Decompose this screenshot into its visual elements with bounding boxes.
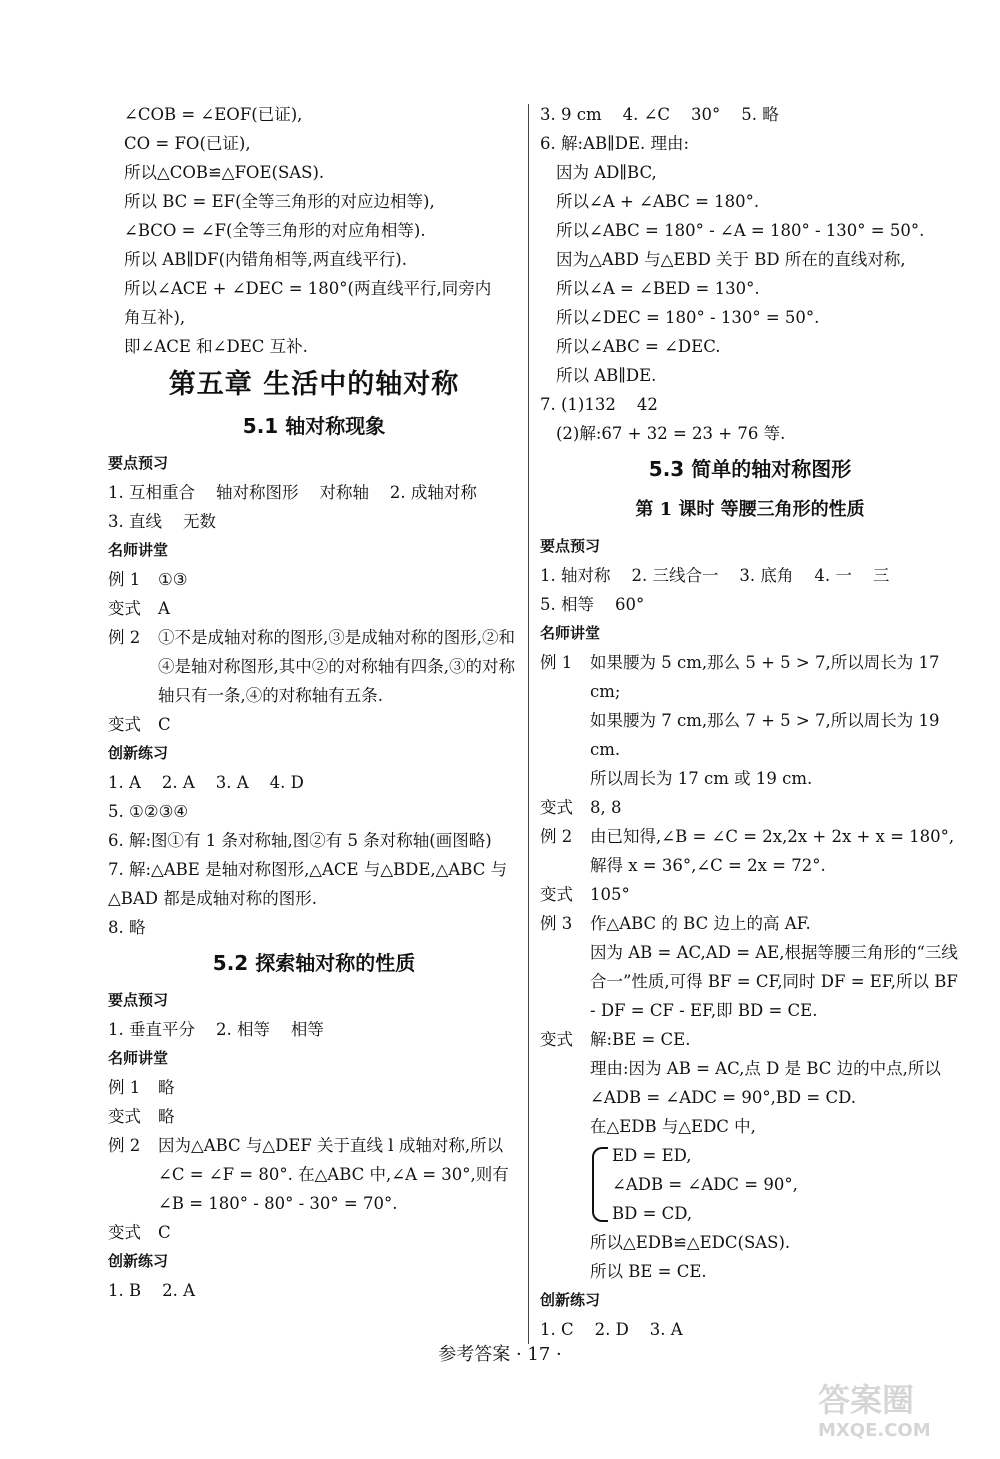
- variant-text: 105°: [590, 885, 630, 904]
- variant-text: 理由:因为 AB = AC,点 D 是 BC 边的中点,所以∠ADB = ∠ADC = 90°,BD = CD.: [590, 1059, 941, 1107]
- variant-2: [540, 880, 960, 909]
- solution-line: 所以∠DEC = 180° - 130° = 50°.: [556, 308, 820, 327]
- left-brace-icon: [592, 1147, 608, 1222]
- mingshi-heading: 名师讲堂: [540, 624, 601, 642]
- example-text: 作△ABC 的 BC 边上的高 AF.: [590, 914, 811, 933]
- solution-line: 所以 AB∥DE.: [556, 366, 657, 385]
- example-tag: 例 3: [540, 914, 573, 933]
- variant-tag: 变式: [108, 1107, 141, 1126]
- answer-line: 3. 直线 无数: [108, 512, 216, 531]
- proof-line: 所以 BC = EF(全等三角形的对应边相等),: [124, 192, 435, 211]
- example-2: [540, 822, 960, 880]
- example-3: [540, 909, 960, 1025]
- solution-line: 所以∠ABC = ∠DEC.: [556, 337, 721, 356]
- practice-line: 7. 解:△ABE 是轴对称图形,△ACE 与△BDE,△ABC 与△BAD 都是成轴对称的图形.: [108, 860, 508, 908]
- example-1: [108, 1073, 520, 1102]
- watermark-big: 答案圈: [818, 1381, 915, 1419]
- example-tag: 例 1: [108, 570, 141, 589]
- answer-line: 3. 9 cm 4. ∠C 30° 5. 略: [540, 105, 779, 124]
- variant-text: 8, 8: [590, 798, 622, 817]
- variant-tag: 变式: [108, 1223, 141, 1242]
- variant-tag: 变式: [540, 885, 573, 904]
- example-2: [108, 1131, 520, 1218]
- answer-line: (2)解:67 + 32 = 23 + 76 等.: [556, 424, 786, 443]
- example-text: 所以周长为 17 cm 或 19 cm.: [590, 769, 813, 788]
- example-1: [540, 648, 960, 793]
- yaodian-heading: 要点预习: [108, 991, 169, 1009]
- variant-tag: 变式: [540, 1030, 573, 1049]
- answer-line: 6. 解:AB∥DE. 理由:: [540, 134, 690, 153]
- chapter-title: 第五章 生活中的轴对称: [168, 369, 460, 400]
- solution-line: 所以∠A + ∠ABC = 180°.: [556, 192, 760, 211]
- practice-line: 1. A 2. A 3. A 4. D: [108, 773, 304, 792]
- variant-text: C: [158, 1223, 171, 1242]
- example-2: [108, 623, 520, 710]
- variant-text: 所以△EDB≌△EDC(SAS).: [590, 1233, 791, 1252]
- answer-line: 5. 相等 60°: [540, 595, 645, 614]
- example-text: 因为 AB = AC,AD = AE,根据等腰三角形的“三线合一”性质,可得 BF = CF,同时 DF = EF,所以 BF - DF = CF - EF,即 BD = CE.: [590, 943, 958, 1020]
- system-line: ED = ED,: [612, 1146, 692, 1165]
- page-footer: 参考答案 · 17 ·: [438, 1344, 562, 1365]
- solution-line: 所以∠ABC = 180° - ∠A = 180° - 130° = 50°.: [556, 221, 925, 240]
- left-column: [108, 100, 520, 1305]
- example-tag: 例 1: [540, 653, 573, 672]
- variant-2: [108, 1218, 520, 1247]
- variant-2: [108, 710, 520, 739]
- proof-line: CO = FO(已证),: [124, 134, 251, 153]
- answer-line: 1. 互相重合 轴对称图形 对称轴 2. 成轴对称: [108, 483, 477, 502]
- column-divider: [528, 104, 529, 1344]
- variant-text: C: [158, 715, 171, 734]
- right-column: [540, 100, 960, 1344]
- solution-line: 因为 AD∥BC,: [556, 163, 657, 182]
- proof-line: 角互补),: [124, 308, 186, 327]
- example-text: 如果腰为 5 cm,那么 5 + 5 > 7,所以周长为 17 cm;: [590, 653, 940, 701]
- example-tag: 例 2: [108, 628, 141, 647]
- proof-line: 所以∠ACE + ∠DEC = 180°(两直线平行,同旁内: [124, 279, 492, 298]
- answer-line: 1. 垂直平分 2. 相等 相等: [108, 1020, 324, 1039]
- mingshi-heading: 名师讲堂: [108, 541, 169, 559]
- variant-1: [540, 793, 960, 822]
- yaodian-heading: 要点预习: [108, 454, 169, 472]
- example-tag: 例 2: [108, 1136, 141, 1155]
- proof-block: [108, 100, 520, 361]
- example-tag: 例 2: [540, 827, 573, 846]
- chuangxin-heading: 创新练习: [108, 1252, 169, 1270]
- answer-line: 1. 轴对称 2. 三线合一 3. 底角 4. 一 三: [540, 566, 890, 585]
- example-text: 因为△ABC 与△DEF 关于直线 l 成轴对称,所以∠C = ∠F = 80°. 在△ABC 中,∠A = 30°,则有∠B = 180° - 80° - 30° = 70°.: [158, 1136, 509, 1213]
- variant-tag: 变式: [108, 715, 141, 734]
- chuangxin-heading: 创新练习: [108, 744, 169, 762]
- variant-1: [108, 594, 520, 623]
- variant-tag: 变式: [108, 599, 141, 618]
- answer-line: 7. (1)132 42: [540, 395, 658, 414]
- example-tag: 例 1: [108, 1078, 141, 1097]
- section-title-5-3: 5.3 简单的轴对称图形: [648, 457, 852, 481]
- variant-text: 解:BE = CE.: [590, 1030, 691, 1049]
- example-text: 略: [158, 1078, 175, 1097]
- variant-3: [540, 1025, 960, 1141]
- variant-tag: 变式: [540, 798, 573, 817]
- proof-line: ∠COB = ∠EOF(已证),: [124, 105, 303, 124]
- watermark-small: MXQE.COM: [818, 1420, 931, 1441]
- solution-line: 因为△ABD 与△EBD 关于 BD 所在的直线对称,: [556, 250, 906, 269]
- yaodian-heading: 要点预习: [540, 537, 601, 555]
- proof-line: ∠BCO = ∠F(全等三角形的对应角相等).: [124, 221, 426, 240]
- variant-text: 所以 BE = CE.: [590, 1262, 707, 1281]
- proof-line: 即∠ACE 和∠DEC 互补.: [124, 337, 308, 356]
- proof-line: 所以△COB≌△FOE(SAS).: [124, 163, 325, 182]
- variant-text: A: [158, 599, 170, 618]
- practice-line: 5. ①②③④: [108, 802, 189, 821]
- chuangxin-heading: 创新练习: [540, 1291, 601, 1309]
- practice-line: 1. B 2. A: [108, 1281, 195, 1300]
- lesson-title: 第 1 课时 等腰三角形的性质: [635, 499, 865, 520]
- example-text: ①③: [158, 570, 188, 589]
- example-text: 由已知得,∠B = ∠C = 2x,2x + 2x + x = 180°,解得 x = 36°,∠C = 2x = 72°.: [590, 827, 955, 875]
- system-line: ∠ADB = ∠ADC = 90°,: [612, 1175, 798, 1194]
- example-1: [108, 565, 520, 594]
- variant-text: 在△EDB 与△EDC 中,: [590, 1117, 756, 1136]
- watermark-logo: [818, 1380, 986, 1452]
- practice-line: 8. 略: [108, 918, 146, 937]
- section-title-5-2: 5.2 探索轴对称的性质: [212, 951, 416, 975]
- equation-system: [540, 1141, 960, 1228]
- system-line: BD = CD,: [612, 1204, 693, 1223]
- practice-line: 1. C 2. D 3. A: [540, 1320, 683, 1339]
- variant-text: 略: [158, 1107, 175, 1126]
- variant-1: [108, 1102, 520, 1131]
- example-text: 如果腰为 7 cm,那么 7 + 5 > 7,所以周长为 19 cm.: [590, 711, 940, 759]
- example-text: ①不是成轴对称的图形,③是成轴对称的图形,②和④是轴对称图形,其中②的对称轴有四条,③的对称轴只有一条,④的对称轴有五条.: [158, 628, 515, 705]
- solution-line: 所以∠A = ∠BED = 130°.: [556, 279, 760, 298]
- practice-line: 6. 解:图①有 1 条对称轴,图②有 5 条对称轴(画图略): [108, 831, 492, 850]
- proof-line: 所以 AB∥DF(内错角相等,两直线平行).: [124, 250, 407, 269]
- section-title-5-1: 5.1 轴对称现象: [242, 414, 386, 438]
- mingshi-heading: 名师讲堂: [108, 1049, 169, 1067]
